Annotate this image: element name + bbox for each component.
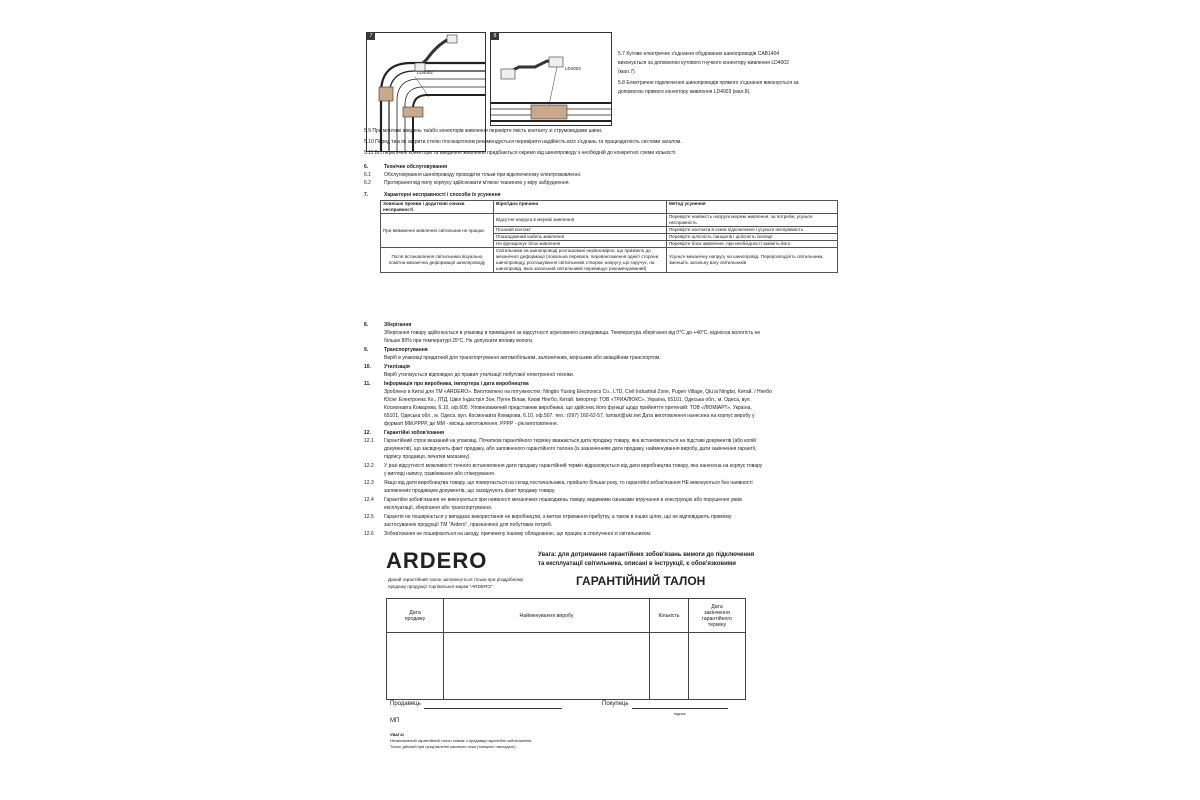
figure-label: LD4003 <box>565 66 581 71</box>
cause-cell: Відсутня напруга в мережі живлення <box>494 214 667 227</box>
cause-cell: Не функціонує блок живлення <box>494 241 667 248</box>
section-number: 9. <box>364 347 369 353</box>
section-title: Інформація про виробника, імпортера і дата виробництва <box>384 381 529 387</box>
item-text: застосуванню продукції ТМ "Ardero", призначеної для побутових потреб. <box>384 522 553 528</box>
item-text: документів), що засвідчують факт продажу, або заповненого гарантійного талона (із зазначенням дати продажу, найменування виробу, дати закінчення гарантії, <box>384 446 757 452</box>
item-text: у вигляді напису, гравіювання або стікерування. <box>384 471 496 477</box>
table-header: Вірогідна причина <box>494 201 667 214</box>
item-text: Гарантійний строк вказаний на упаковці. Початком гарантійного терміну вважається дата продажу товару, яка встановлюється на підставі документів (або копій <box>384 438 756 444</box>
section-text: Зроблено в Китаї для ТМ «ARDERO». Виготовлено на потужностях: Ningbo Yusing Electronics Co., LTD, Civil Industrial Zone, Pugen Village, Qiu'ai Ningbo, Китай. / Нінгбо <box>384 389 772 395</box>
item-number: 12.4 <box>364 497 374 503</box>
section-number: 12. <box>364 430 371 436</box>
cause-cell: Поганий контакт <box>494 227 667 234</box>
footer-note: Талон дійсний при пред'явленні касового чека (товарної накладної). <box>390 744 517 749</box>
warranty-title: ГАРАНТІЙНИЙ ТАЛОН <box>576 574 706 588</box>
item-text: заповнених продавцем документів, що засвідчують факт продажу товару. <box>384 488 556 494</box>
col-header-product-name: Найменування виробу <box>444 599 650 633</box>
item-number: 12.3 <box>364 480 374 486</box>
section-number: 7. <box>364 192 369 198</box>
col-header-quantity: Кількість <box>650 599 689 633</box>
section-text: Зберігання товару здійснюється в упаковці в приміщенні за відсутності агресивного середовища. Температура зберігання від 0°С до +40°С, відносна вологість не <box>384 330 761 336</box>
item-number: 12.6 <box>364 531 374 537</box>
item-number: 12.2 <box>364 463 374 469</box>
table-header: Зовнішні прояви і додаткові ознаки несправності <box>381 201 494 214</box>
seller-label: Продавець <box>390 701 421 707</box>
footer-note: Незаповнений гарантійний талон знімає з продавця гарантійні зобов'язання. <box>390 738 533 743</box>
note-5-11: 5.11 Всі перелічені конектори та введення живлення придбаються окремо від шинопроводу з необхідній до конкретної схеми кількості. <box>364 150 677 156</box>
product-name-field[interactable] <box>444 633 650 700</box>
cause-cell: Світильники на шинопроводі розташовані нерівномірно, що призвело до механічної деформації (локальна перевага, перевантаження однієї сторони шинопроводу, розташування світильників створює напругу, що скручує, на шинопровід, вага загальний світильників перевищує рекомендований) <box>494 248 667 273</box>
symptom-cell: Після встановлення світильника візуально помітна механічна деформація шинопроводу <box>381 248 494 273</box>
cause-cell: Пошкоджений кабель живлення <box>494 234 667 241</box>
stamp-label: МП <box>390 718 400 724</box>
symptom-cell: При ввімкненні живлення світильник не працює <box>381 214 494 248</box>
fix-cell: Перевірте наявність напруги мережі живлення, за потреби, усуньте несправність <box>667 214 838 227</box>
item-number: 12.5 <box>364 514 374 520</box>
col-header-warranty-end: Дата закінчення гарантійного терміну <box>689 599 746 633</box>
section-number: 11. <box>364 381 371 387</box>
section-text: Юсінг Електронікс Ко., ЛТД, Цівіл Індастріл Зон, Пуген Вілаж, Киові Нінгбо, Китай. Імпортер: ТОВ «ТРИАЛЮКС», Україна, 65101, Одеська обл., м. Одеса, вул. <box>384 397 751 403</box>
item-number: 6.2 <box>364 180 371 186</box>
section-title: Утилізація <box>384 364 410 370</box>
table-row <box>381 248 838 273</box>
quantity-field[interactable] <box>650 633 689 700</box>
section-text: форматі ММ.РРРР, де ММ - місяць виготовлення, РРРР - рік виготовлення. <box>384 421 558 427</box>
side-text-line: (мал.7). <box>618 69 637 75</box>
section-text: Космонавта Комарова, 6.10, оф.605. Уповноважений представник виробника, що здійснює його функції щодо прийняття претензій: ТОВ «ЛЮМІАРТ», Україна, <box>384 405 752 411</box>
buyer-signature-line[interactable] <box>632 708 728 709</box>
warranty-subnote: Даний гарантійний талон заповнюється тільки при роздрібному <box>388 577 524 582</box>
side-text-line: виконується за допомогою кутового гнучкого конектору живлення LD4002 <box>618 60 789 66</box>
instruction-page <box>362 30 846 790</box>
signature-caption: підпис <box>674 711 686 716</box>
figure-number: 7 <box>367 33 375 40</box>
section-text: більше 80% при температурі 25°С. Не допускати впливу вологи. <box>384 338 534 344</box>
figure-label: LD4002 <box>417 70 433 75</box>
section-number: 8. <box>364 322 369 328</box>
item-text: Якщо від дати виробництва товару, що повертається на склад постачальника, пройшло більше року, то гарантійні зобов'язання НЕ виконуються без наявності <box>384 480 753 486</box>
fix-cell: Перевірте блок живлення, при необхідності замініть його <box>667 241 838 248</box>
sale-date-field[interactable] <box>387 633 444 700</box>
item-text: Протирання від пилу корпусу здійснювати м'якою тканиною у міру забруднення. <box>384 180 570 186</box>
item-number: 12.1 <box>364 438 374 444</box>
section-text: Виріб в упаковці придатний для транспортування автомобільним, залізничним, морським або авіаційним транспортом. <box>384 355 661 361</box>
section-title: Характерні несправності і способи їх усунення <box>384 192 501 198</box>
figure-number: 8 <box>491 33 499 40</box>
warranty-table <box>386 598 746 700</box>
side-text-line: 5.8 Електричне підключення шинопроводів прямого з'єднання виконується за <box>618 80 799 86</box>
troubleshooting-table <box>380 200 838 273</box>
fix-cell: Перевірте контакти в схемі підключення і усуньте несправність <box>667 227 838 234</box>
side-text-line: 5.7 Кутове електричне з'єднання обудованих шинопроводів CAB1404 <box>618 51 780 57</box>
side-text-line: допомогою прямого конектору живлення LD4003 (мал.8). <box>618 89 751 95</box>
table-row <box>381 214 838 227</box>
figure-8 <box>490 32 612 126</box>
section-text: 65101, Одеська обл., м. Одеса, вул. Космонавта Комарова, 6.10, оф.507. тел.: (097) 160-62-57, lumiart@ukr.net Дата виготовлення нанесена на корпус виробу у <box>384 413 755 419</box>
item-text: Обслуговування шинопроводу проводити тільки при відключеному електроживленні. <box>384 172 582 178</box>
col-header-sale-date: Дата продажу <box>387 599 444 633</box>
item-text: У разі відсутності можливості точного встановлення дати продажу гарантійний термін відраховується від дати виробництва товару, яка нанесена на корпус товару <box>384 463 763 469</box>
seller-signature-line[interactable] <box>424 708 562 709</box>
section-title: Зберігання <box>384 322 412 328</box>
warranty-end-field[interactable] <box>689 633 746 700</box>
footer-note: УВАГА! <box>390 732 405 737</box>
section-title: Технічне обслуговування <box>384 164 448 170</box>
warranty-note: та експлуатації світильника, описані в інструкції, є обов'язковими <box>538 561 736 567</box>
warranty-subnote: продажу продукції торгівельної марки "ARDERO" <box>388 584 493 589</box>
fix-cell: Перевірте цілісність ланцюгів і цілісність ізоляції <box>667 234 838 241</box>
item-text: Гарантія не поширюється у випадках використання не виробництві, з метою отримання прибутку, а також в інших цілях, що не відповідають прямому <box>384 514 732 520</box>
straight-connector-illustration <box>491 33 611 125</box>
section-title: Гарантійні зобов'язання <box>384 430 445 436</box>
warranty-note: Увага: для дотримання гарантійних зобов'язань вимоги до підключення <box>538 552 755 558</box>
buyer-label: Покупець <box>602 701 629 707</box>
item-text: Гарантійні зобов'язання не виконуються при наявності механічних пошкоджень товару, видимими ознаками втручання в конструкцію або порушення умов <box>384 497 742 503</box>
section-text: Виріб утилізується відповідно до правил утилізації побутової електронної техніки. <box>384 372 575 378</box>
note-5-9: 5.9 При монтажі введень та/або конекторів живлення перевірте якість контакту зі струмоводами шини. <box>364 128 603 134</box>
section-number: 10. <box>364 364 371 370</box>
fix-cell: Усуньте механічну напругу на шинопровід. Перерозподіліть світильники, зменшіть загальну вагу світильників <box>667 248 838 273</box>
table-header: Метод усунення <box>667 201 838 214</box>
item-text: Зобов'язання не поширюються на шкоду, причинену іншому обладнанню, що працює в сполученні зі світильником. <box>384 531 652 537</box>
section-number: 6. <box>364 164 369 170</box>
section-title: Транспортування <box>384 347 428 353</box>
item-text: експлуатації, зберігання або транспортування. <box>384 505 493 511</box>
table-row <box>387 633 746 700</box>
note-5-10: 5.10 Перед тим як закрити стелю гіпсокартоном рекомендується перевірити надійність всіх з'єднань та працездатність системи загалом. <box>364 139 682 145</box>
ardero-logo: ARDERO <box>386 548 488 573</box>
item-number: 6.1 <box>364 172 371 178</box>
item-text: підпису продавця, печатки магазину). <box>384 454 471 460</box>
